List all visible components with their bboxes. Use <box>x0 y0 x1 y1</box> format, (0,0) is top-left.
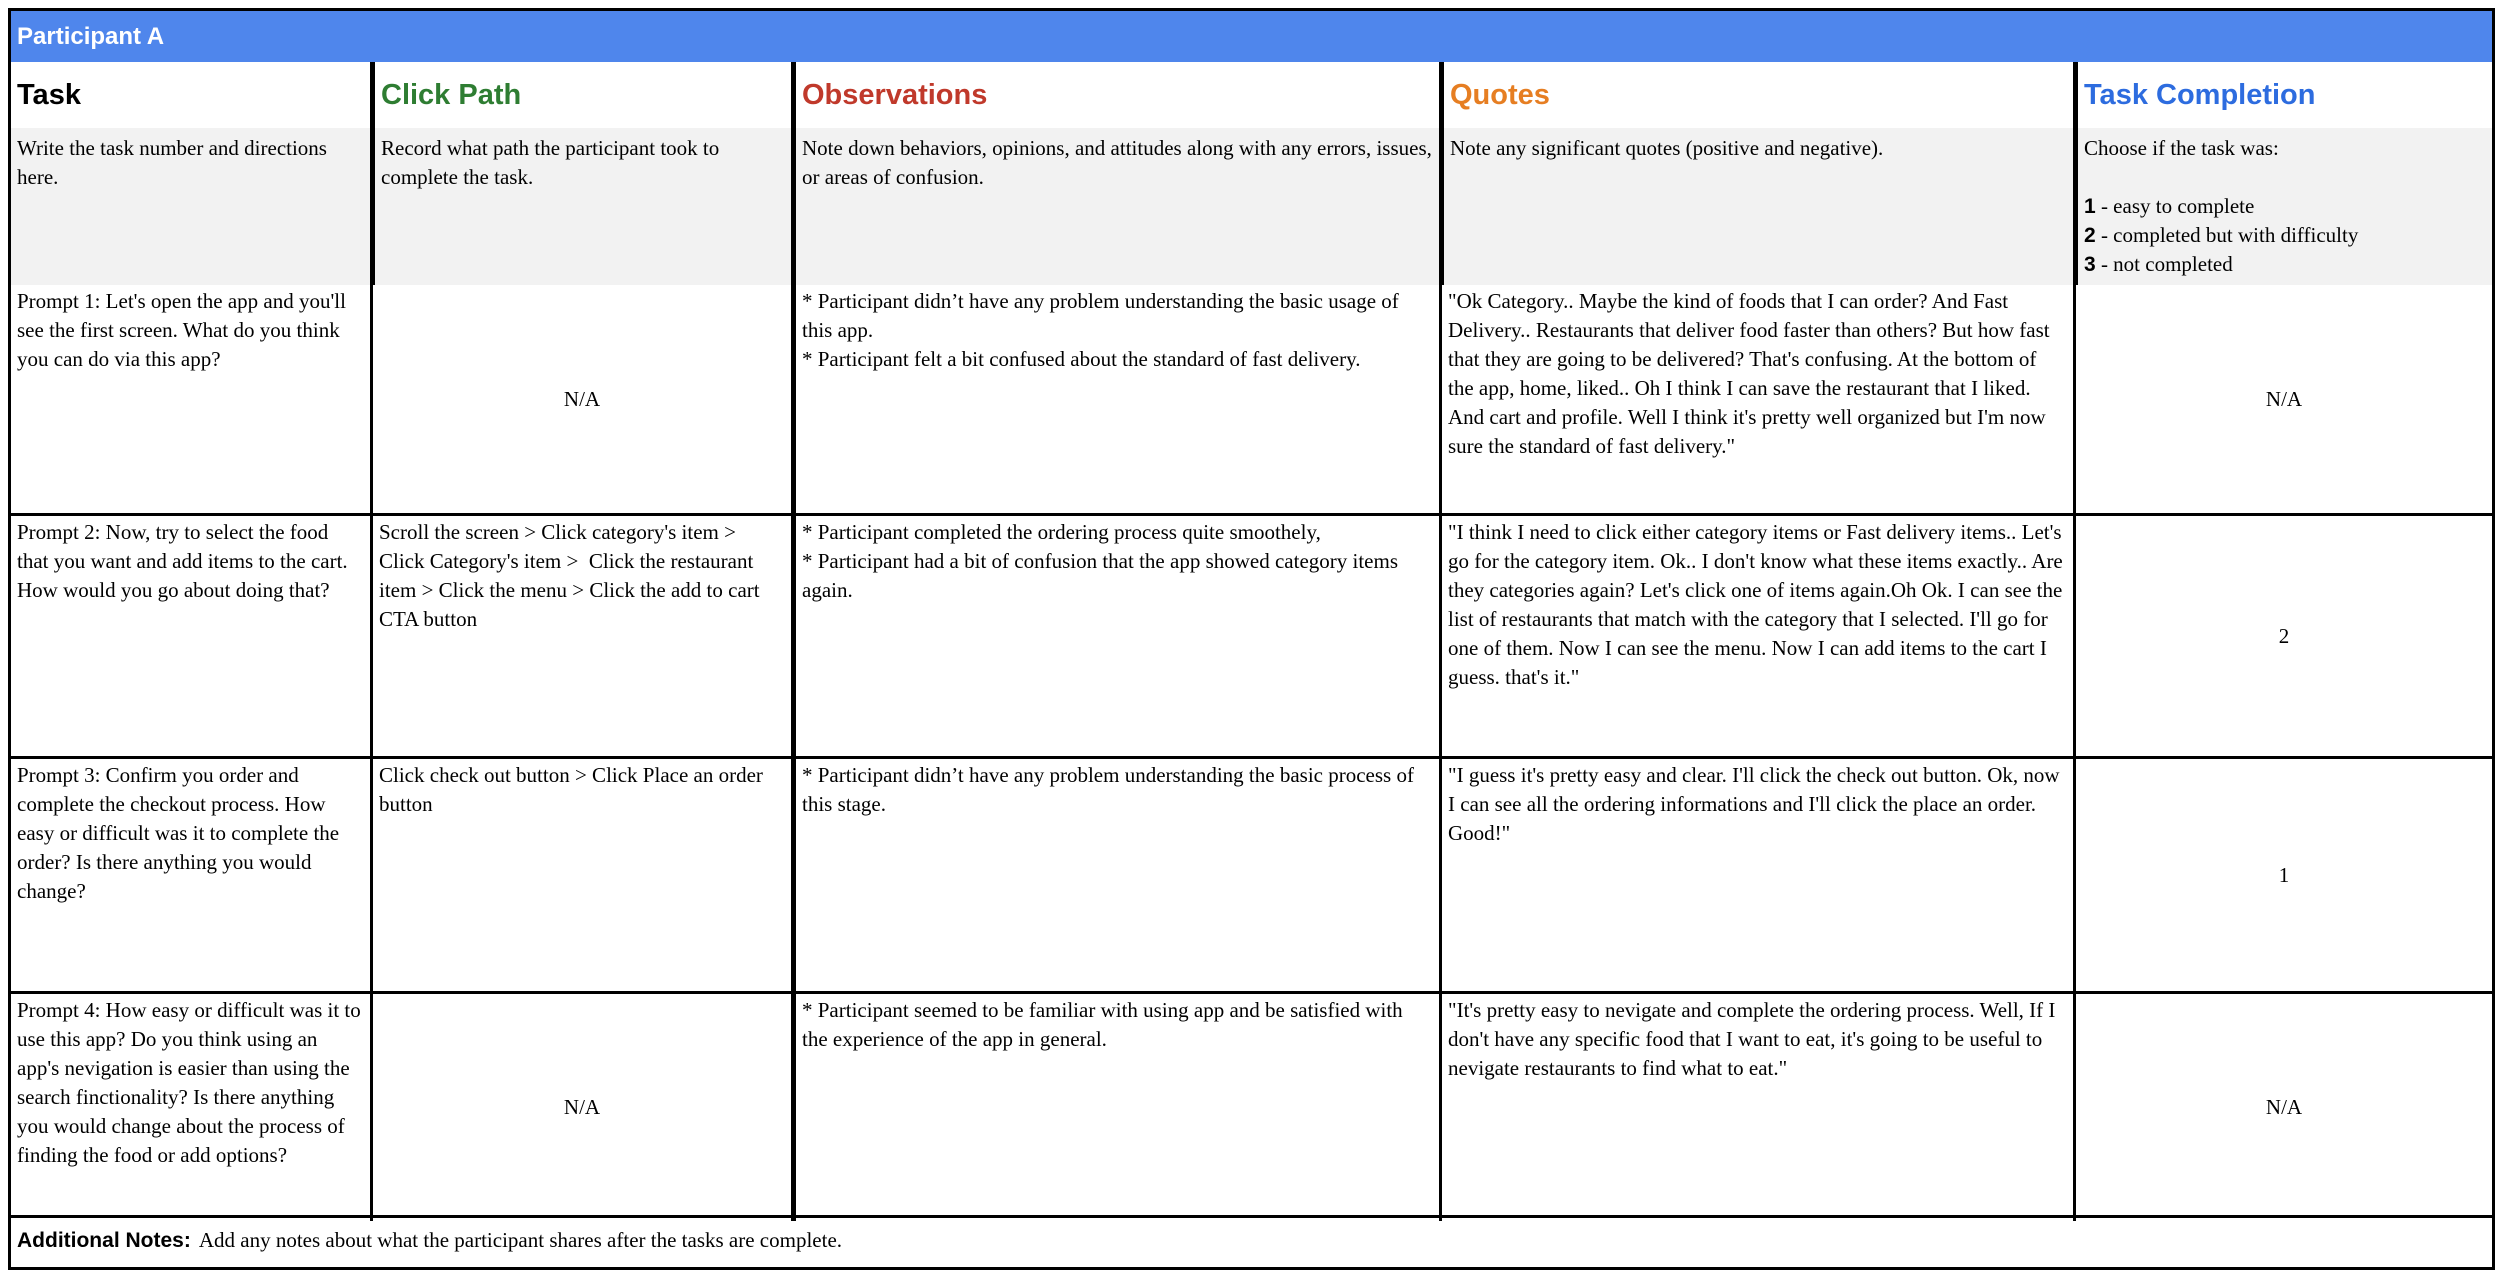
row-3-click-path: Click check out button > Click Place an order button <box>370 759 791 991</box>
row-4-task: Prompt 4: How easy or difficult was it to use this app? Do you think using an app's nevigation is easier than using the search finctionality? Is there anything you would change about the process of finding the food or add options? <box>17 998 366 1167</box>
table-row <box>11 285 2492 516</box>
additional-notes-label: Additional Notes: <box>17 1229 191 1252</box>
row-3-observations: * Participant didn’t have any problem understanding the basic process of this stage. <box>791 759 1439 991</box>
row-3-task: Prompt 3: Confirm you order and complete the checkout process. How easy or difficult was it to complete the order? Is there anything you would change? <box>17 763 345 903</box>
option-3-num: 3 <box>2084 253 2096 276</box>
desc-task: Write the task number and directions here. <box>11 128 370 285</box>
table-row <box>11 516 2492 759</box>
row-3-completion: 1 <box>2073 759 2492 991</box>
row-1-quotes: "Ok Category.. Maybe the kind of foods that I can order? And Fast Delivery.. Restaurants that deliver food faster than others? But how fast that they are going to be delivered? That's confusing. At the bottom of the app, home, liked.. Oh I think I can save the restaurant that I liked. And cart and profile. Well I think it's pretty well organized but I'm now sure the standard of fast delivery." <box>1439 285 2073 513</box>
row-1-task: Prompt 1: Let's open the app and you'll see the first screen. What do you think you can do via this app? <box>17 289 352 371</box>
participant-title: Participant A <box>11 11 2492 62</box>
desc-task-completion <box>2073 128 2492 285</box>
research-sheet <box>8 8 2495 1270</box>
row-1-observations: * Participant didn’t have any problem understanding the basic usage of this app. * Participant felt a bit confused about the standard of fast delivery. <box>791 285 1439 513</box>
row-2-observations: * Participant completed the ordering process quite smoothely, * Participant had a bit of confusion that the app showed category items again. <box>791 516 1439 756</box>
row-1-click-path: N/A <box>370 285 791 513</box>
row-4-observations: * Participant seemed to be familiar with using app and be satisfied with the experience of the app in general. <box>791 994 1439 1221</box>
row-2-quotes: "I think I need to click either category items or Fast delivery items.. Let's go for the category item. Ok.. I don't know what these items exactly.. Are they categories again? Let's click one of items again.Oh Ok. I can see the list of restaurants that match with the category that I selected. I'll go for one of them. Now I can see the menu. Now I can add items to the cart I guess. that's it." <box>1439 516 2073 756</box>
row-2-completion: 2 <box>2073 516 2492 756</box>
additional-notes <box>11 1215 2492 1267</box>
row-4-completion: N/A <box>2073 994 2492 1221</box>
row-4-click-path: N/A <box>370 994 791 1221</box>
row-3-quotes: "I guess it's pretty easy and clear. I'll click the check out button. Ok, now I can see all the ordering informations and I'll click the place an order. Good!" <box>1439 759 2073 991</box>
row-2-click-path: Scroll the screen > Click category's item > Click Category's item > Click the restaurant item > Click the menu > Click the add to cart CTA button <box>370 516 791 756</box>
completion-intro: Choose if the task was: <box>2084 136 2279 160</box>
header-task: Task <box>17 79 81 111</box>
header-task-completion: Task Completion <box>2073 62 2492 128</box>
header-row <box>11 62 2492 128</box>
additional-notes-text: Add any notes about what the participant shares after the tasks are complete. <box>198 1228 843 1252</box>
row-1-completion: N/A <box>2073 285 2492 513</box>
row-4-quotes: "It's pretty easy to nevigate and complete the ordering process. Well, If I don't have any specific food that I want to eat, it's going to be useful to nevigate restaurants to find what to eat." <box>1439 994 2073 1221</box>
desc-observations: Note down behaviors, opinions, and attitudes along with any errors, issues, or areas of confusion. <box>791 128 1439 285</box>
option-2-text: - completed but with difficulty <box>2095 223 2359 247</box>
description-row <box>11 128 2492 285</box>
desc-quotes: Note any significant quotes (positive and negative). <box>1439 128 2073 285</box>
option-1-num: 1 <box>2084 195 2096 218</box>
desc-click-path: Record what path the participant took to complete the task. <box>370 128 791 285</box>
header-observations: Observations <box>791 62 1439 128</box>
header-quotes: Quotes <box>1439 62 2073 128</box>
option-2-num: 2 <box>2084 224 2096 247</box>
table-row <box>11 994 2492 1221</box>
row-2-task: Prompt 2: Now, try to select the food that you want and add items to the cart. How would you go about doing that? <box>17 520 353 602</box>
option-1-text: - easy to complete <box>2095 194 2255 218</box>
table-row <box>11 759 2492 994</box>
header-click-path: Click Path <box>370 62 791 128</box>
option-3-text: - not completed <box>2095 252 2233 276</box>
